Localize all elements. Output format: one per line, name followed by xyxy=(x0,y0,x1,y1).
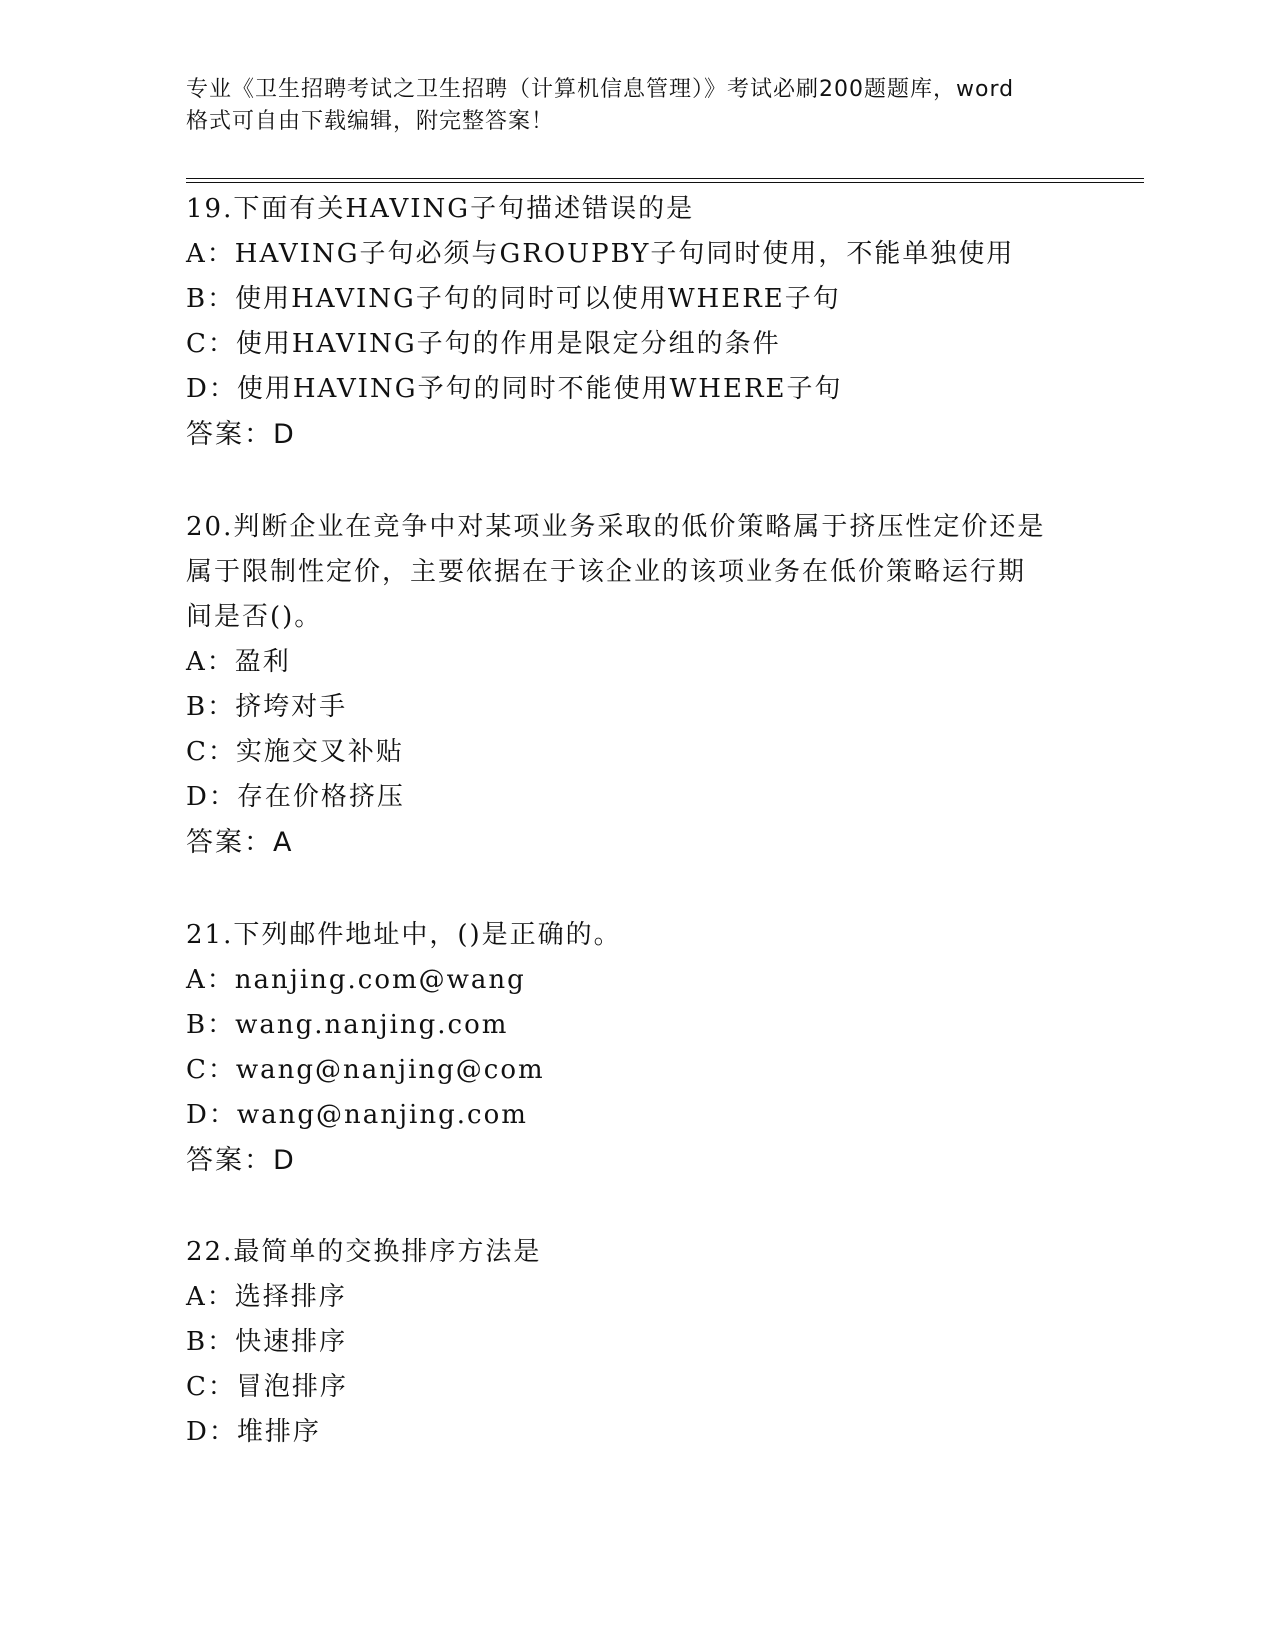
option-d: D：存在价格挤压 xyxy=(186,782,405,812)
option-d: D：堆排序 xyxy=(186,1417,321,1447)
answer-label: 答案：D xyxy=(186,419,296,450)
question-stem-line: 20.判断企业在竞争中对某项业务采取的低价策略属于挤压性定价还是 xyxy=(186,512,1046,542)
question-stem xyxy=(186,187,1086,232)
option-c: C：wang@nanjing@com xyxy=(186,1055,545,1085)
question-stem-line: 19.下面有关HAVING子句描述错误的是 xyxy=(186,194,695,224)
question-stem-line: 间是否()。 xyxy=(186,602,323,632)
question-stem-line: 21.下列邮件地址中，()是正确的。 xyxy=(186,920,622,950)
question-19 xyxy=(186,187,1086,457)
question-22 xyxy=(186,1230,1086,1455)
option-a: A：HAVING子句必须与GROUPBY子句同时使用，不能单独使用 xyxy=(186,239,1015,269)
option-c: C：使用HAVING子句的作用是限定分组的条件 xyxy=(186,329,781,359)
option-b: B：使用HAVING子句的同时可以使用WHERE子句 xyxy=(186,284,841,314)
option-b: B：挤垮对手 xyxy=(186,692,348,722)
option-d: D：使用HAVING予句的同时不能使用WHERE子句 xyxy=(186,374,843,404)
question-stem xyxy=(186,1230,1086,1275)
header-line-2: 格式可自由下载编辑，附完整答案！ xyxy=(186,109,555,134)
option-c: C：冒泡排序 xyxy=(186,1372,348,1402)
question-20 xyxy=(186,505,1086,865)
option-b: B：wang.nanjing.com xyxy=(186,1010,509,1040)
option-d: D：wang@nanjing.com xyxy=(186,1100,528,1130)
question-stem xyxy=(186,505,1086,640)
header-divider-top xyxy=(186,178,1144,179)
question-stem-line: 22.最简单的交换排序方法是 xyxy=(186,1237,542,1267)
question-stem xyxy=(186,913,1086,958)
question-stem-line: 属于限制性定价，主要依据在于该企业的该项业务在低价策略运行期 xyxy=(186,557,1027,587)
question-21 xyxy=(186,913,1086,1183)
option-b: B：快速排序 xyxy=(186,1327,348,1357)
header-divider-bottom xyxy=(186,182,1144,183)
option-a: A：nanjing.com@wang xyxy=(186,965,526,995)
answer-label: 答案：D xyxy=(186,1145,296,1176)
header-line-1: 专业《卫生招聘考试之卫生招聘（计算机信息管理）》考试必刷200题题库，word xyxy=(186,77,1015,102)
option-a: A：盈利 xyxy=(186,647,291,677)
document-header xyxy=(186,74,1086,138)
option-c: C：实施交叉补贴 xyxy=(186,737,404,767)
answer-label: 答案：A xyxy=(186,827,294,858)
option-a: A：选择排序 xyxy=(186,1282,347,1312)
